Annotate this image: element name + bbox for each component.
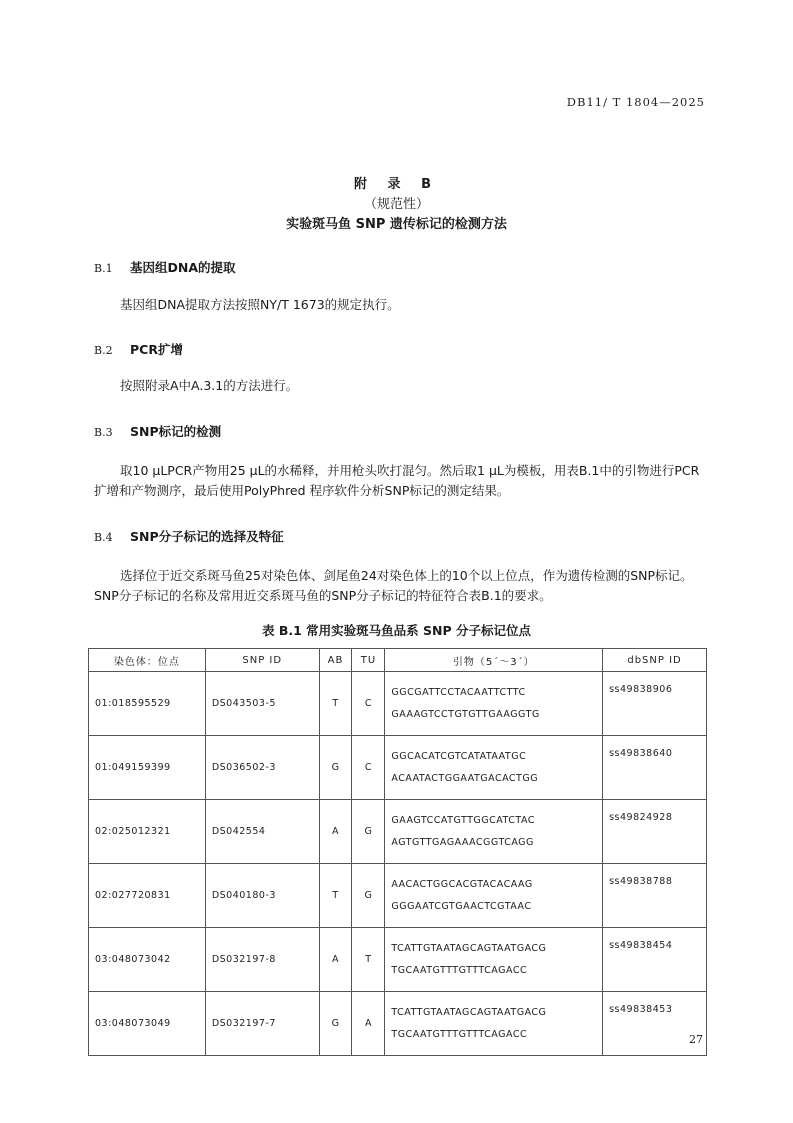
dbsnp-cell: ss49838788	[603, 864, 707, 928]
appendix-subtitle: （规范性）	[363, 197, 429, 212]
primer-cell	[385, 928, 603, 992]
section-title: SNP分子标记的选择及特征	[130, 529, 284, 544]
section-title: SNP标记的检测	[130, 424, 222, 439]
locus-cell: 03:048073049	[89, 992, 206, 1056]
table-caption: 表 B.1 常用实验斑马鱼品系 SNP 分子标记位点	[261, 623, 531, 638]
snp-id-cell: DS036502-3	[205, 736, 319, 800]
appendix-title: 附 录 B	[354, 177, 439, 192]
section-number: B.2	[94, 344, 113, 357]
section-number: B.1	[94, 262, 113, 275]
locus-cell: 02:027720831	[89, 864, 206, 928]
section-heading-b3	[94, 422, 221, 440]
tu-cell: A	[352, 992, 385, 1056]
locus-cell: 02:025012321	[89, 800, 206, 864]
primer-forward: GGCACATCGTCATATAATGC	[391, 750, 527, 762]
header-primer: 引物（5´～3´）	[385, 649, 603, 672]
primer-reverse: ACAATACTGGAATGACACTGG	[391, 772, 539, 784]
table-row	[89, 928, 707, 992]
section-number: B.4	[94, 531, 113, 544]
snp-id-cell: DS032197-8	[205, 928, 319, 992]
primer-reverse: TGCAATGTTTGTTTCAGACC	[391, 964, 528, 976]
primer-cell	[385, 864, 603, 928]
header-snp-id: SNP ID	[205, 649, 319, 672]
primer-forward: TCATTGTAATAGCAGTAATGACG	[391, 1006, 547, 1018]
header-ab: AB	[319, 649, 352, 672]
ab-cell: A	[319, 928, 352, 992]
page-number: 27	[689, 1033, 703, 1046]
snp-id-cell: DS042554	[205, 800, 319, 864]
snp-marker-table	[88, 648, 707, 1056]
ab-cell: G	[319, 736, 352, 800]
primer-forward: GAAGTCCATGTTGGCATCTAC	[391, 814, 535, 826]
document-code: DB11/ T 1804—2025	[566, 95, 705, 109]
section-heading-b2	[94, 340, 183, 358]
snp-id-cell: DS032197-7	[205, 992, 319, 1056]
header-dbsnp-id: dbSNP ID	[603, 649, 707, 672]
dbsnp-cell: ss49838906	[603, 672, 707, 736]
appendix-heading: 实验斑马鱼 SNP 遗传标记的检测方法	[286, 217, 507, 232]
section-text-b4: 选择位于近交系斑马鱼25对染色体、剑尾鱼24对染色体上的10个以上位点，作为遗传检测的SNP标记。SNP分子标记的名称及常用近交系斑马鱼的SNP分子标记的特征符合表B.1的要求。	[94, 568, 693, 603]
table-row	[89, 800, 707, 864]
tu-cell: T	[352, 928, 385, 992]
tu-cell: G	[352, 800, 385, 864]
table-row	[89, 864, 707, 928]
locus-cell: 01:018595529	[89, 672, 206, 736]
primer-reverse: GGGAATCGTGAACTCGTAAC	[391, 900, 532, 912]
tu-cell: C	[352, 672, 385, 736]
dbsnp-cell: ss49838454	[603, 928, 707, 992]
ab-cell: A	[319, 800, 352, 864]
section-number: B.3	[94, 426, 113, 439]
locus-cell: 03:048073042	[89, 928, 206, 992]
primer-forward: TCATTGTAATAGCAGTAATGACG	[391, 942, 547, 954]
table-row	[89, 672, 707, 736]
table-header-row	[89, 649, 707, 672]
primer-cell	[385, 672, 603, 736]
dbsnp-cell: ss49824928	[603, 800, 707, 864]
section-text-b1: 基因组DNA提取方法按照NY/T 1673的规定执行。	[120, 297, 400, 312]
header-tu: TU	[352, 649, 385, 672]
dbsnp-cell: ss49838640	[603, 736, 707, 800]
ab-cell: T	[319, 672, 352, 736]
primer-cell	[385, 992, 603, 1056]
dbsnp-cell: ss49838453	[603, 992, 707, 1056]
primer-reverse: AGTGTTGAGAAACGGTCAGG	[391, 836, 534, 848]
section-heading-b1	[94, 258, 236, 276]
section-text-b3: 取10 μLPCR产物用25 μL的水稀释，并用枪头吹打混匀。然后取1 μL为模板，用表B.1中的引物进行PCR扩增和产物测序，最后使用PolyPhred 程序软件分析SNP标记的测定结果。	[94, 463, 700, 498]
table-row	[89, 736, 707, 800]
section-text-b2: 按照附录A中A.3.1的方法进行。	[120, 378, 299, 393]
ab-cell: T	[319, 864, 352, 928]
section-title: PCR扩增	[130, 342, 183, 357]
snp-id-cell: DS040180-3	[205, 864, 319, 928]
primer-reverse: TGCAATGTTTGTTTCAGACC	[391, 1028, 528, 1040]
section-heading-b4	[94, 527, 284, 545]
primer-cell	[385, 736, 603, 800]
tu-cell: G	[352, 864, 385, 928]
primer-forward: AACACTGGCACGTACACAAG	[391, 878, 533, 890]
ab-cell: G	[319, 992, 352, 1056]
section-title: 基因组DNA的提取	[130, 260, 236, 275]
primer-reverse: GAAAGTCCTGTGTTGAAGGTG	[391, 708, 540, 720]
snp-id-cell: DS043503-5	[205, 672, 319, 736]
header-locus: 染色体：位点	[89, 649, 206, 672]
locus-cell: 01:049159399	[89, 736, 206, 800]
tu-cell: C	[352, 736, 385, 800]
primer-cell	[385, 800, 603, 864]
table-row	[89, 992, 707, 1056]
primer-forward: GGCGATTCCTACAATTCTTC	[391, 686, 526, 698]
